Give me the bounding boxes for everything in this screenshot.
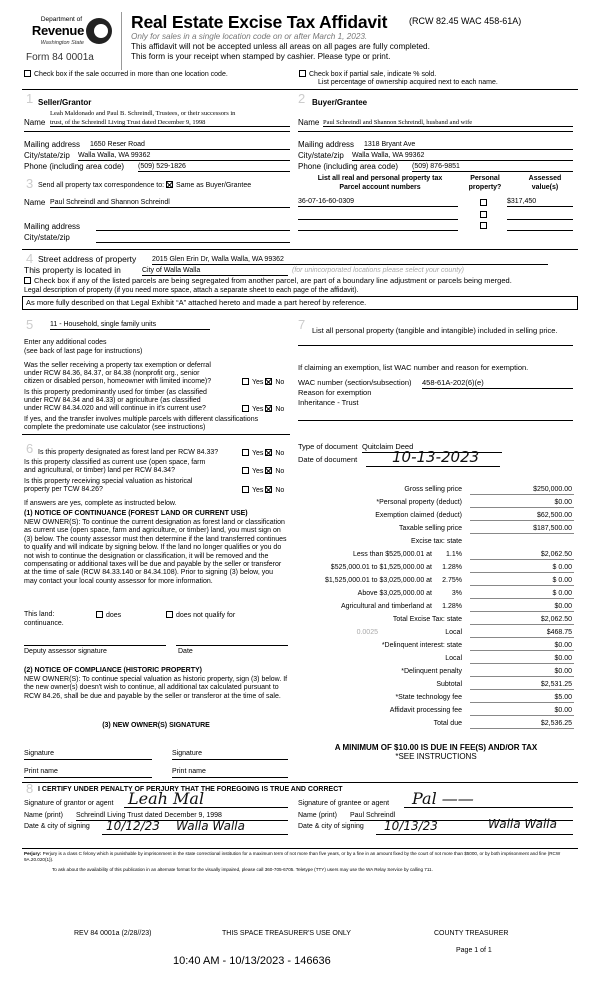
exemption-deduct-field[interactable]: $62,500.00 xyxy=(470,512,574,521)
checkbox-icon xyxy=(24,70,31,77)
reason-extra-field[interactable] xyxy=(298,420,573,421)
minimum-due-note: A MINIMUM OF $10.00 IS DUE IN FEE(S) AND/OR TAX xyxy=(334,743,538,752)
section-number-2: 2 xyxy=(298,91,306,106)
same-as-buyer-checkbox[interactable] xyxy=(166,181,173,188)
buyer-name-label: Name xyxy=(298,118,320,127)
see-instructions-note: *SEE INSTRUCTIONS xyxy=(395,752,477,761)
reason-label: Reason for exemption xyxy=(298,388,372,397)
owner-print-field-1[interactable] xyxy=(24,777,152,778)
q-exemption-answer[interactable]: Yes No xyxy=(242,378,284,387)
corr-name-field[interactable]: Paul Schreindl and Shannon Schreindl xyxy=(50,199,290,208)
list-percentage-note: List percentage of ownership acquired next to each name. xyxy=(318,79,498,86)
owner-signature-label-2: Signature xyxy=(172,750,202,757)
parcel-2-personal-checkbox[interactable] xyxy=(480,211,490,220)
tax-row-tier3: $1,525,000.01 to $3,025,000.00 at 2.75% $ 0.00 xyxy=(298,577,574,588)
located-label: This property is located in xyxy=(24,265,121,275)
parcel-1-assessed-field[interactable]: $317,450 xyxy=(507,198,573,207)
tax-row-ag: Agricultural and timberland at 1.28% $0.00 xyxy=(298,603,574,614)
doc-date-field[interactable]: 10-13-2023 xyxy=(366,449,500,467)
buyer-heading: Buyer/Grantee xyxy=(312,98,368,107)
legal-label: Legal description of property (if you need more space, attach a separate sheet to each page of the affidavit). xyxy=(24,287,359,294)
notice-continuance-heading: (1) NOTICE OF CONTINUANCE (FOREST LAND OR CURRENT USE) xyxy=(24,510,248,517)
owner-print-field-2[interactable] xyxy=(172,777,288,778)
land-does-check[interactable]: does xyxy=(96,611,121,620)
owner-signature-label-1: Signature xyxy=(24,750,54,757)
seller-name-line1: Leah Maldonado and Paul B. Schreindl, Trustees, or their successors in xyxy=(50,110,236,117)
wac-field[interactable]: 458-61A-202(6)(e) xyxy=(422,379,573,389)
owner-signature-field-2[interactable] xyxy=(172,759,288,760)
parcel-3-field[interactable] xyxy=(298,230,458,231)
q-historic-answer[interactable]: Yes No xyxy=(242,486,284,495)
q-timber-3: under RCW 84.34.020 and will continue in it's current use? xyxy=(24,405,206,412)
doc-type-label: Type of document xyxy=(298,442,358,451)
seller-city-field[interactable]: Walla Walla, WA 99362 xyxy=(78,152,290,161)
segregated-check[interactable]: Check box if any of the listed parcels are being segregated from another parcel, are part of a boundary line adjustment or parcels being merged. xyxy=(24,277,512,286)
grantee-date-city-field[interactable] xyxy=(376,834,573,835)
this-land-label: This land: xyxy=(24,611,55,618)
q-current-use-answer[interactable]: Yes No xyxy=(242,467,284,476)
tax-row-gross: Gross selling price $250,000.00 xyxy=(298,486,574,497)
perjury-note: Perjury: Perjury is a class C felony which is punishable by imprisonment in the state correctional institution for a maximum term of not more than five years, or by a fine in an amount fixed by the court of not more than $5000, or by both imprisonment and fine (RCW 9A.20.020(1)). xyxy=(24,851,561,862)
grantee-name-field[interactable]: Paul Schreindl xyxy=(350,812,573,821)
personal-heading-2: property? xyxy=(468,184,502,191)
acceptance-note: This affidavit will not be accepted unless all areas on all pages are fully completed. xyxy=(131,42,430,51)
checkbox-icon xyxy=(24,277,31,284)
tax-row-delinq-state: *Delinquent interest: state $0.00 xyxy=(298,642,574,653)
tax-row-personal: *Personal property (deduct) $0.00 xyxy=(298,499,574,510)
seller-name-label: Name xyxy=(24,118,46,127)
additional-codes-label: Enter any additional codes xyxy=(24,339,107,346)
tax-row-delinq-penalty: *Delinquent penalty $0.00 xyxy=(298,668,574,679)
assessed-heading-1: Assessed xyxy=(528,175,562,182)
doc-date-label: Date of document xyxy=(298,455,358,464)
section-number-8: 8 xyxy=(26,781,34,796)
wa-state-label: Washington State xyxy=(40,40,84,46)
parcel-2-assessed-field[interactable] xyxy=(507,219,573,220)
tax-row-affidavit-fee: Affidavit processing fee $0.00 xyxy=(298,707,574,718)
section-number-1: 1 xyxy=(26,91,34,106)
street-label: Street address of property xyxy=(38,254,137,264)
section-number-5: 5 xyxy=(26,317,34,332)
deputy-signature-field[interactable] xyxy=(24,645,166,646)
grantee-date: 10/13/23 xyxy=(384,819,438,833)
assessed-heading-2: value(s) xyxy=(531,184,559,191)
owner-print-label-1: Print name xyxy=(24,768,58,775)
page-title: Real Estate Excise Tax Affidavit xyxy=(131,12,388,32)
certify-statement: I CERTIFY UNDER PENALTY OF PERJURY THAT THE FOREGOING IS TRUE AND CORRECT xyxy=(38,786,343,793)
corr-mailing-field[interactable] xyxy=(96,230,290,231)
owner-signature-field-1[interactable] xyxy=(24,759,152,760)
new-owner-signature-heading: (3) NEW OWNER(S) SIGNATURE xyxy=(102,722,210,729)
tax-row-subtotal: Subtotal $2,531.25 xyxy=(298,681,574,692)
tax-row-exemption: Exemption claimed (deduct) $62,500.00 xyxy=(298,512,574,523)
grantee-date-label: Date & city of signing xyxy=(298,823,364,830)
parcel-3-personal-checkbox[interactable] xyxy=(480,222,490,231)
rcw-reference: (RCW 82.45 WAC 458-61A) xyxy=(409,16,522,26)
street-field[interactable]: 2015 Glen Erin Dr, Walla Walla, WA 99362 xyxy=(152,256,548,265)
buyer-name-field[interactable]: Paul Schreindl and Shannon Schreindl, husband and wife xyxy=(323,119,573,127)
seller-mailing-label: Mailing address xyxy=(24,140,81,149)
q-multiple-1: If yes, and the transfer involves multiple parcels with different classifications xyxy=(24,416,259,423)
taxable-price-field[interactable]: $187,500.00 xyxy=(470,525,574,534)
tax-row-total-due: Total due $2,536.25 xyxy=(298,720,574,731)
deputy-date-field[interactable] xyxy=(176,645,288,646)
buyer-phone-label: Phone (including area code) xyxy=(298,162,399,171)
parcel-3-assessed-field[interactable] xyxy=(507,230,573,231)
tax-row-excise-state: Excise tax: state xyxy=(411,538,462,545)
grantor-date-city-field[interactable] xyxy=(102,834,288,835)
tax-row-taxable: Taxable selling price $187,500.00 xyxy=(298,525,574,536)
multi-location-check[interactable]: Check box if the sale occurred in more than one location code. xyxy=(24,70,228,79)
tax-row-tech-fee: *State technology fee $5.00 xyxy=(298,694,574,705)
buyer-mailing-label: Mailing address xyxy=(298,140,355,149)
seller-phone-label: Phone (including area code) xyxy=(24,162,125,171)
q-forest-answer[interactable]: Yes No xyxy=(242,449,284,458)
correspondence-label: Send all property tax correspondence to: Same as Buyer/Grantee xyxy=(38,182,252,189)
seller-mailing-field[interactable]: 1650 Reser Road xyxy=(90,141,290,150)
tax-row-tier4: Above $3,025,000.00 at 3% $ 0.00 xyxy=(298,590,574,601)
buyer-city-field[interactable]: Walla Walla, WA 99362 xyxy=(352,152,573,161)
grantee-name-label: Name (print) xyxy=(298,812,337,819)
parcel-1-field[interactable]: 36-07-16-60-0309 xyxy=(298,198,458,207)
notice-compliance-heading: (2) NOTICE OF COMPLIANCE (HISTORIC PROPERTY) xyxy=(24,667,202,674)
buyer-city-label: City/state/zip xyxy=(298,151,344,160)
availability-note: To ask about the availability of this publication in an alternate format for the visually impaired, please call 360-705-6705. Teletype (TTY) users may use the WA Relay Service by calling 711. xyxy=(52,867,433,872)
parcel-2-field[interactable] xyxy=(298,219,458,220)
personal-property-field[interactable] xyxy=(298,345,573,346)
tax-row-total-state: Total Excise Tax: state $2,062.50 xyxy=(298,616,574,627)
q-historic-1: Is this property receiving special valuation as historical xyxy=(24,478,193,485)
rev-number: REV 84 0001a (2/28//23) xyxy=(74,930,152,937)
grantor-city: Walla Walla xyxy=(176,819,245,833)
located-field[interactable]: City of Walla Walla xyxy=(142,267,288,276)
parcels-heading-2: Parcel account numbers xyxy=(339,184,421,191)
q-forest: Is this property designated as forest land per RCW 84.33? xyxy=(38,449,219,456)
corr-city-label: City/state/zip xyxy=(24,233,70,242)
receipt-stamp: 10:40 AM - 10/13/2023 - 146636 xyxy=(173,955,331,967)
q-exemption-1: Was the seller receiving a property tax exemption or deferral xyxy=(24,362,211,369)
grantee-city: Walla Walla xyxy=(488,817,557,831)
q-current-use-1: Is this property classified as current use (open space, farm xyxy=(24,459,206,466)
personal-heading-1: Personal xyxy=(470,175,500,182)
unincorporated-note: (for unincorporated locations please select your county) xyxy=(292,267,464,274)
corr-name-label: Name xyxy=(24,198,46,207)
if-yes-note: If answers are yes, complete as instructed below. xyxy=(24,500,177,507)
notice-compliance-body: NEW OWNER(S): To continue special valuation as historic property, sign (3) below. If the new owner(s) doesn't wish to continue, all additional tax calculated pursuant to RCW 84.26, shall be due and payable by the seller or transferor at the time of sale. xyxy=(24,676,288,700)
q-exemption-3: citizen or disabled person, homeowner with limited income)? xyxy=(24,378,212,385)
wac-label: WAC number (section/subsection) xyxy=(298,378,412,387)
q-multiple-2: complete the predominate use calculator (see instructions) xyxy=(24,424,206,431)
local-rate: 0.0025 xyxy=(356,629,378,636)
partial-sale-check[interactable]: Check box if partial sale, indicate % sold. xyxy=(299,70,436,79)
tax-row-local: 0.0025 Local $468.75 xyxy=(298,629,574,640)
gross-price-field[interactable]: $250,000.00 xyxy=(470,486,574,495)
legal-description-field[interactable]: As more fully described on that Legal Exhibit “A” attached hereto and made a part hereof by reference. xyxy=(22,296,578,310)
seller-name-field[interactable]: trust, of the Schreindl Living Trust dated December 9, 1998 xyxy=(50,119,290,127)
reason-field[interactable]: Inheritance - Trust xyxy=(298,398,359,407)
section-number-4: 4 xyxy=(26,251,34,266)
section-number-3: 3 xyxy=(26,176,34,191)
section-number-7: 7 xyxy=(298,317,306,332)
parcels-heading-1: List all real and personal property tax xyxy=(317,175,443,182)
q-current-use-2: and agricultural, or timber) land per RCW 84.34? xyxy=(24,467,175,474)
grantee-signature-image: Pal —— xyxy=(412,789,474,808)
treasurer-use-only: THIS SPACE TREASURER'S USE ONLY xyxy=(222,930,351,937)
seller-heading: Seller/Grantor xyxy=(38,98,92,107)
revenue-logo xyxy=(22,12,122,70)
dept-label: Department of xyxy=(40,16,82,23)
seller-city-label: City/state/zip xyxy=(24,151,70,160)
q-historic-2: property per TCW 84.26? xyxy=(24,486,103,493)
grantee-sig-label: Signature of grantee or agent xyxy=(298,800,390,807)
exemption-label: If claiming an exemption, list WAC number and reason for exemption. xyxy=(298,363,529,372)
single-location-note: Only for sales in a single location code on or after March 1, 2023. xyxy=(131,32,368,41)
personal-property-label: List all personal property (tangible and intangible) included in selling price. xyxy=(312,326,558,335)
form-number: Form 84 0001a xyxy=(26,52,94,63)
grantor-signature-image: Leah Mal xyxy=(128,789,205,808)
deputy-signature-label: Deputy assessor signature xyxy=(24,648,107,655)
use-code-field[interactable]: 11 - Household, single family units xyxy=(50,321,210,330)
q-timber-2: under RCW 84.34 and 84.33) or agriculture (as classified xyxy=(24,397,201,404)
personal-property-deduct-field[interactable]: $0.00 xyxy=(470,499,574,508)
tax-row-tier1: Less than $525,000.01 at 1.1% $2,062.50 xyxy=(298,551,574,562)
continuance-label: continuance. xyxy=(24,620,64,627)
grantor-sig-label: Signature of grantor or agent xyxy=(24,800,114,807)
page-number: Page 1 of 1 xyxy=(456,947,492,954)
q-exemption-2: under RCW 84.36, 84.37, or 84.38 (nonprofit org., senior xyxy=(24,370,200,377)
tax-row-tier2: $525,000.01 to $1,525,000.00 at 1.28% $ 0.00 xyxy=(298,564,574,575)
corr-mailing-label: Mailing address xyxy=(24,222,81,231)
deputy-date-label: Date xyxy=(178,648,193,655)
see-back-note: (see back of last page for instructions) xyxy=(24,348,143,355)
land-does-not-check[interactable]: does not qualify for xyxy=(166,611,235,620)
grantor-name-field[interactable]: Schreindl Living Trust dated December 9, 1998 xyxy=(76,812,288,821)
buyer-mailing-field[interactable]: 1318 Bryant Ave xyxy=(364,141,573,150)
checkbox-icon xyxy=(299,70,306,77)
revenue-logo-icon xyxy=(86,18,112,44)
notice-continuance-body: NEW OWNER(S): To continue the current designation as forest land or classification as current use (open space, farm and agriculture, or timber) land, you must sign on (3) below. The county assessor must then determine if the land transferred continues to qualify and will indicate by signing below. If the land no longer qualifies or you do not wish to continue the designation or classification, it will be removed and the compensating or additional taxes will be due and payable by the seller or transferor at the time of sale (RCW 84.33.140 or 84.34.108). Prior to signing (3) below, you may contact your local county assessor for more information. xyxy=(24,519,287,585)
owner-print-label-2: Print name xyxy=(172,768,206,775)
parcel-1-personal-checkbox[interactable] xyxy=(480,199,490,208)
buyer-phone-field[interactable]: (509) 876-9851 xyxy=(412,163,573,172)
doc-type-field[interactable]: Quitclaim Deed xyxy=(362,443,502,453)
q-timber-1: Is this property predominantly used for timber (as classified xyxy=(24,389,207,396)
grantor-date-label: Date & city of signing xyxy=(24,823,90,830)
section-number-6: 6 xyxy=(26,441,34,456)
corr-city-field[interactable] xyxy=(96,242,290,243)
seller-phone-field[interactable]: (509) 529-1826 xyxy=(138,163,290,172)
q-timber-answer[interactable]: Yes No xyxy=(242,405,284,414)
grantor-date: 10/12/23 xyxy=(106,819,160,833)
county-treasurer-label: COUNTY TREASURER xyxy=(434,930,509,937)
receipt-note: This form is your receipt when stamped by cashier. Please type or print. xyxy=(131,52,391,61)
revenue-label: Revenue xyxy=(31,23,84,38)
grantor-name-label: Name (print) xyxy=(24,812,63,819)
tax-row-delinq-local: Local $0.00 xyxy=(298,655,574,666)
